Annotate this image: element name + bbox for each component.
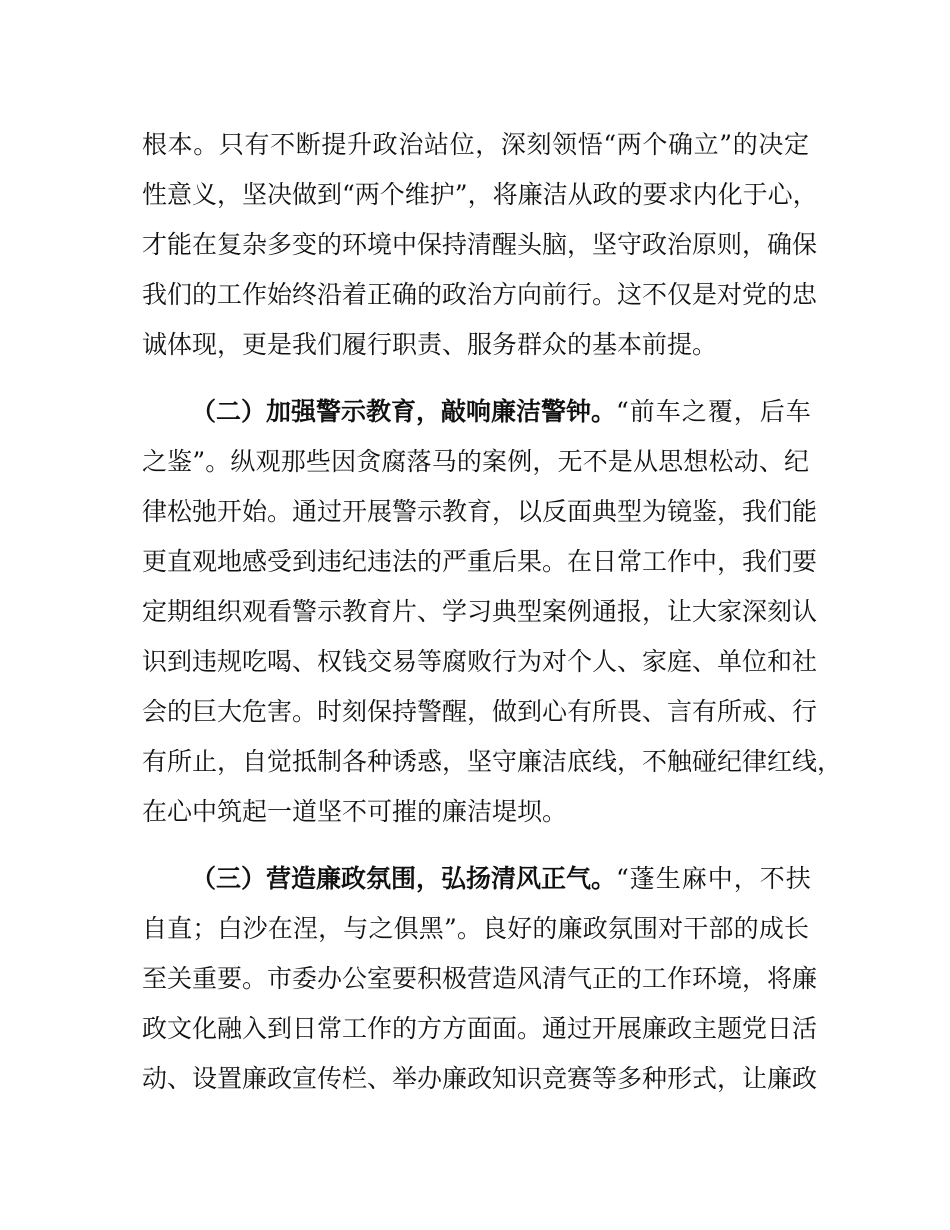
paragraph-line: 律松弛开始。通过开展警示教育，以反面典型为镜鉴，我们能 [142, 497, 818, 526]
section-heading: （二）加强警示教育，敲响廉洁警钟。 [191, 397, 617, 426]
paragraph-line: 更直观地感受到违纪违法的严重后果。在日常工作中，我们要 [142, 547, 818, 576]
paragraph-line: 自直；白沙在涅，与之俱黑”。良好的廉政氛围对干部的成长 [142, 914, 809, 943]
paragraph-line: 政文化融入到日常工作的方方面面。通过开展廉政主题党日活 [142, 1014, 818, 1043]
paragraph-line: 至关重要。市委办公室要积极营造风清气正的工作环境，将廉 [142, 964, 818, 993]
paragraph-line: 才能在复杂多变的环境中保持清醒头脑，坚守政治原则，确保 [142, 230, 818, 259]
paragraph-line: 有所止，自觉抵制各种诱惑，坚守廉洁底线，不触碰纪律红线， [142, 747, 843, 776]
paragraph-line: 在心中筑起一道坚不可摧的廉洁堤坝。 [142, 797, 568, 826]
paragraph-line: 会的巨大危害。时刻保持警醒，做到心有所畏、言有所戒、行 [142, 697, 818, 726]
paragraph-line: 之鉴”。纵观那些因贪腐落马的案例，无不是从思想松动、纪 [142, 447, 809, 476]
section-first-line [0, 859, 812, 899]
paragraph-line: 根本。只有不断提升政治站位，深刻领悟“两个确立”的决定 [142, 130, 809, 159]
paragraph-line: 性意义，坚决做到“两个维护”，将廉洁从政的要求内化于心， [142, 180, 818, 209]
section-first-line [0, 392, 812, 432]
section-heading: （三）营造廉政氛围，弘扬清风正气。 [191, 864, 617, 893]
paragraph-line: 识到违规吃喝、权钱交易等腐败行为对个人、家庭、单位和社 [142, 647, 818, 676]
section-first-line-rest: “前车之覆，后车 [616, 397, 812, 426]
section-first-line-rest: “蓬生麻中，不扶 [616, 864, 812, 893]
paragraph-line: 诚体现，更是我们履行职责、服务群众的基本前提。 [142, 330, 718, 359]
paragraph-line: 定期组织观看警示教育片、学习典型案例通报，让大家深刻认 [142, 597, 818, 626]
paragraph-line: 动、设置廉政宣传栏、举办廉政知识竞赛等多种形式，让廉政 [142, 1064, 818, 1093]
paragraph-line: 我们的工作始终沿着正确的政治方向前行。这不仅是对党的忠 [142, 280, 818, 309]
